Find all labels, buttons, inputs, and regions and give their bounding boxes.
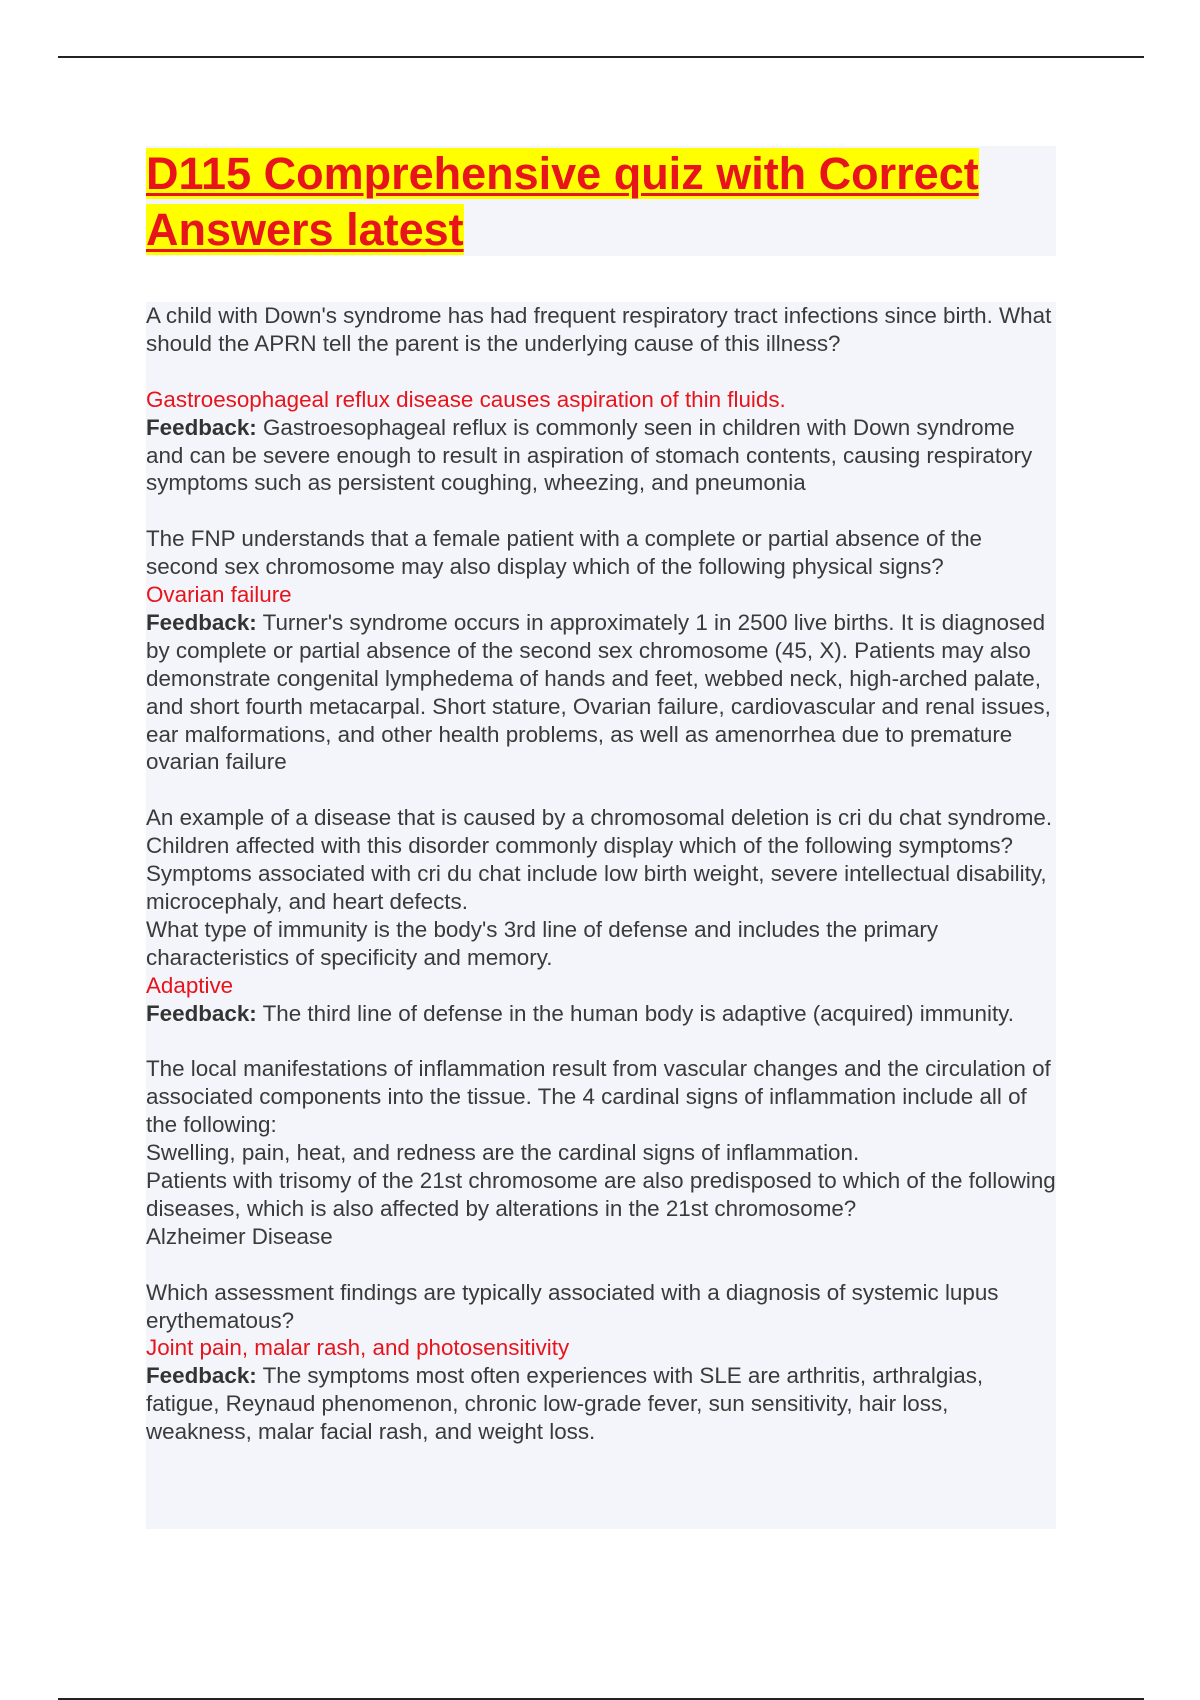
title-block xyxy=(146,146,1056,256)
quiz-item-5 xyxy=(146,1055,1056,1167)
answer-text: Ovarian failure xyxy=(146,582,292,608)
quiz-item-3 xyxy=(146,804,1056,916)
question-text: The FNP understands that a female patient with a complete or partial absence of the second sex chromosome may also display which of the following physical signs? xyxy=(146,526,982,580)
feedback-paragraph xyxy=(146,609,1056,776)
feedback-text: Gastroesophageal reflux is commonly seen in children with Down syndrome and can be severe enough to result in aspiration of stomach contents, causing respiratory symptoms such as persistent coughing, wheezing, and pneumonia xyxy=(146,414,1033,496)
feedback-text: Turner's syndrome occurs in approximately 1 in 2500 live births. It is diagnosed by complete or partial absence of the second sex chromosome (45, X). Patients may also demonstrate congenital lymphedema of hands and feet, webbed neck, high-arched palate, and short fourth metacarpal. Short stature, Ovarian failure, cardiovascular and renal issues, ear malformations, and other health problems, as well as amenorrhea due to premature ovarian failure xyxy=(146,609,1051,775)
question-text: An example of a disease that is caused by a chromosomal deletion is cri du chat syndrome. Children affected with this disorder commonly display which of the following symptoms? xyxy=(146,805,1053,859)
quiz-item-1 xyxy=(146,302,1056,497)
quiz-item-7 xyxy=(146,1279,1056,1446)
quiz-item-4 xyxy=(146,916,1056,1028)
feedback-text: The third line of defense in the human body is adaptive (acquired) immunity. xyxy=(262,1000,1014,1026)
answer-text: Symptoms associated with cri du chat include low birth weight, severe intellectual disability, microcephaly, and heart defects. xyxy=(146,861,1047,914)
top-rule xyxy=(58,56,1144,58)
feedback-text: The symptoms most often experiences with SLE are arthritis, arthralgias, fatigue, Reynaud phenomenon, chronic low-grade fever, sun sensitivity, hair loss, weakness, malar facial rash, and weight loss. xyxy=(146,1363,984,1445)
question-text: A child with Down's syndrome has had frequent respiratory tract infections since birth. What should the APRN tell the parent is the underlying cause of this illness? xyxy=(146,303,1052,356)
title-highlight: D115 Comprehensive quiz with Correct Answers latest xyxy=(146,148,979,255)
question-text: What type of immunity is the body's 3rd line of defense and includes the primary characteristics of specificity and memory. xyxy=(146,916,939,970)
feedback-paragraph xyxy=(146,1362,1056,1446)
question-text: Patients with trisomy of the 21st chromosome are also predisposed to which of the following diseases, which is also affected by alterations in the 21st chromosome? xyxy=(146,1168,1056,1221)
feedback-label: Feedback: xyxy=(146,609,257,635)
answer-text: Adaptive xyxy=(146,972,234,998)
feedback-label: Feedback: xyxy=(146,1000,257,1026)
feedback-paragraph xyxy=(146,414,1056,498)
document-title xyxy=(146,146,1056,258)
feedback-label: Feedback: xyxy=(146,1363,257,1389)
question-text: Which assessment findings are typically associated with a diagnosis of systemic lupus erythematous? xyxy=(146,1279,999,1333)
answer-text: Swelling, pain, heat, and redness are the cardinal signs of inflammation. xyxy=(146,1140,860,1166)
quiz-item-2 xyxy=(146,525,1056,776)
answer-text: Alzheimer Disease xyxy=(146,1223,333,1249)
feedback-paragraph xyxy=(146,1000,1056,1028)
feedback-label: Feedback: xyxy=(146,414,257,440)
quiz-item-6 xyxy=(146,1167,1056,1251)
quiz-content xyxy=(146,302,1056,1529)
answer-text: Joint pain, malar rash, and photosensitivity xyxy=(146,1335,570,1361)
question-text: The local manifestations of inflammation result from vascular changes and the circulation of associated components into the tissue. The 4 cardinal signs of inflammation include all of the following: xyxy=(146,1056,1051,1138)
answer-text: Gastroesophageal reflux disease causes aspiration of thin fluids. xyxy=(146,386,786,412)
